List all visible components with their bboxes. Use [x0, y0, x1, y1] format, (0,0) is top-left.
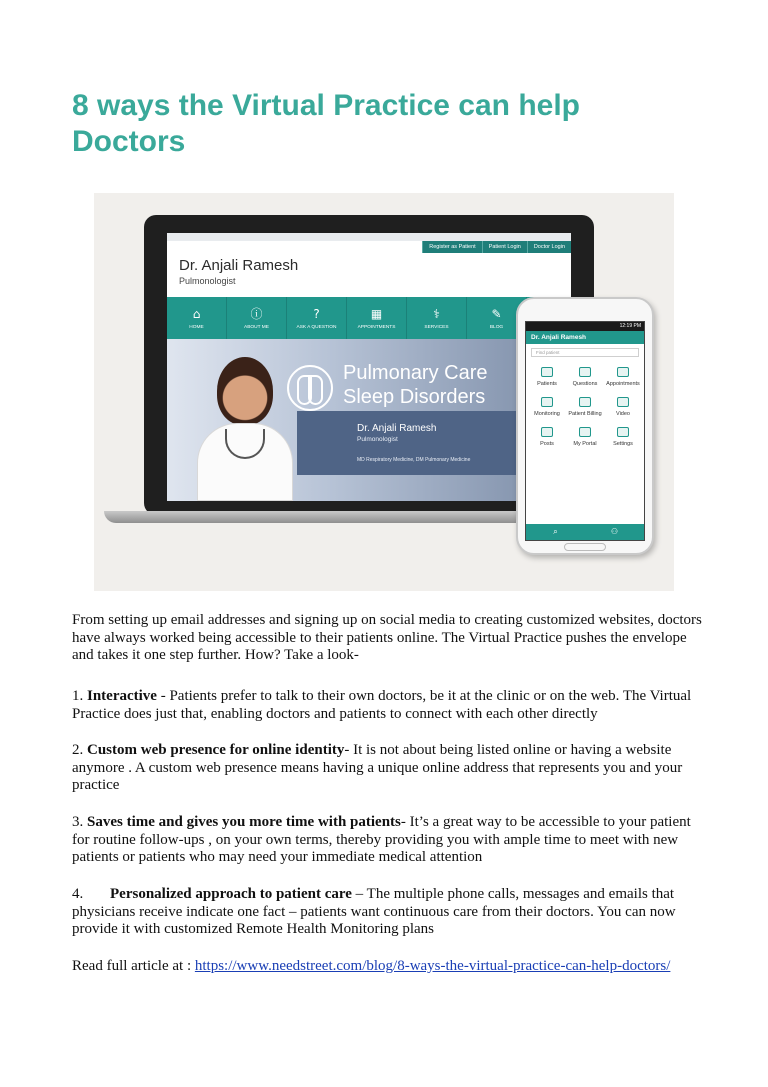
home-icon: ⌂	[192, 306, 201, 321]
hero-image	[94, 193, 674, 591]
intro-paragraph: From setting up email addresses and signing up on social media to creating customized websites, doctors have always worked being accessible to their patients online. The Virtual Practice pushes the envelope and takes it one step further. How? Take a look-	[72, 612, 702, 663]
tile-appointments[interactable]: Appointments	[604, 367, 642, 387]
stethoscope-icon: ⚕	[433, 306, 440, 321]
appointments-icon	[617, 367, 629, 377]
phone-home-button	[564, 543, 606, 551]
phone-status-bar: 12:19 PM	[526, 322, 644, 331]
point-4: 4. Personalized approach to patient care – The multiple phone calls, messages and emails that physicians receive indicate one fact – patients want continuous care from their doctors. You can now provide it with customized Remote Health Monitoring plans	[72, 886, 676, 937]
settings-icon	[617, 427, 629, 437]
add-user-icon[interactable]: ⚇	[610, 527, 619, 536]
edit-icon: ✎	[491, 306, 502, 321]
tile-video[interactable]: Video	[604, 397, 642, 417]
video-icon	[617, 397, 629, 407]
phone-screen	[525, 321, 645, 541]
read-more: Read full article at : https://www.needstreet.com/blog/8-ways-the-virtual-practice-can-help-doctors/	[72, 958, 671, 974]
tile-questions[interactable]: Questions	[566, 367, 604, 387]
doctor-photo	[197, 349, 293, 501]
doctor-head	[217, 357, 273, 425]
nav-about[interactable]: ⓘ ABOUT ME	[227, 297, 287, 339]
patient-login-link[interactable]: Patient Login	[482, 241, 527, 253]
browser-topbar	[167, 233, 571, 241]
tile-monitoring[interactable]: Monitoring	[528, 397, 566, 417]
nav-ask[interactable]: ? ASK A QUESTION	[287, 297, 347, 339]
laptop-screen	[167, 233, 571, 501]
point-3-heading: Saves time and gives you more time with patients	[87, 814, 401, 830]
phone-header: Dr. Anjali Ramesh	[526, 331, 644, 344]
tile-patients[interactable]: Patients	[528, 367, 566, 387]
tile-settings[interactable]: Settings	[604, 427, 642, 447]
banner-title: Pulmonary Care Sleep Disorders	[343, 362, 488, 408]
question-icon: ?	[313, 306, 320, 321]
phone-tile-grid	[526, 361, 644, 447]
billing-icon	[579, 397, 591, 407]
site-banner	[167, 339, 571, 501]
nav-appointments[interactable]: ▦ APPOINTMENTS	[347, 297, 407, 339]
site-doctor-specialty: Pulmonologist	[179, 276, 236, 286]
point-4-heading: Personalized approach to patient care	[110, 886, 352, 902]
top-links	[422, 241, 571, 253]
patients-icon	[541, 367, 553, 377]
phone-bottom-bar	[526, 524, 644, 540]
lungs-logo-icon	[287, 365, 333, 411]
banner-doctor-specialty: Pulmonologist	[357, 436, 398, 443]
register-link[interactable]: Register as Patient	[422, 241, 481, 253]
calendar-icon: ▦	[370, 306, 383, 321]
phone-search-input[interactable]: Find patient	[531, 348, 639, 357]
doctor-login-link[interactable]: Doctor Login	[527, 241, 571, 253]
page-title: 8 ways the Virtual Practice can help Doctors	[72, 89, 581, 158]
point-1: 1. Interactive - Patients prefer to talk to their own doctors, be it at the clinic or on the web. The Virtual Practice does just that, enabling doctors and patients to connect with each other directly	[72, 688, 692, 722]
questions-icon	[579, 367, 591, 377]
banner-qualifications: MD Respiratory Medicine, DM Pulmonary Medicine	[357, 457, 471, 463]
point-1-heading: Interactive	[87, 688, 157, 704]
article-link[interactable]: https://www.needstreet.com/blog/8-ways-the-virtual-practice-can-help-doctors/	[194, 958, 671, 974]
posts-icon	[541, 427, 553, 437]
site-nav	[167, 297, 571, 339]
search-icon[interactable]: ⌕	[553, 527, 558, 536]
banner-doctor-name: Dr. Anjali Ramesh	[357, 423, 437, 434]
nav-blog[interactable]: ✎ BLOG	[467, 297, 527, 339]
tile-patient-billing[interactable]: Patient Billing	[566, 397, 604, 417]
monitoring-icon	[541, 397, 553, 407]
nav-services[interactable]: ⚕ SERVICES	[407, 297, 467, 339]
portal-icon	[579, 427, 591, 437]
nav-home[interactable]: ⌂ HOME	[167, 297, 227, 339]
point-2: 2. Custom web presence for online identity- It is not about being listed online or having a website anymore . A custom web presence means having a unique online address that represents you and your practice	[72, 742, 683, 793]
point-3: 3. Saves time and gives you more time with patients- It’s a great way to be accessible to your patient for routine follow-ups , on your own terms, thereby providing you with ample time to meet with new patients or patients who may need your immediate medical attention	[72, 814, 691, 865]
point-2-heading: Custom web presence for online identity	[87, 742, 345, 758]
phone-mockup	[516, 297, 654, 555]
info-icon: ⓘ	[250, 306, 263, 321]
tile-posts[interactable]: Posts	[528, 427, 566, 447]
tile-my-portal[interactable]: My Portal	[566, 427, 604, 447]
site-doctor-name: Dr. Anjali Ramesh	[179, 257, 299, 274]
